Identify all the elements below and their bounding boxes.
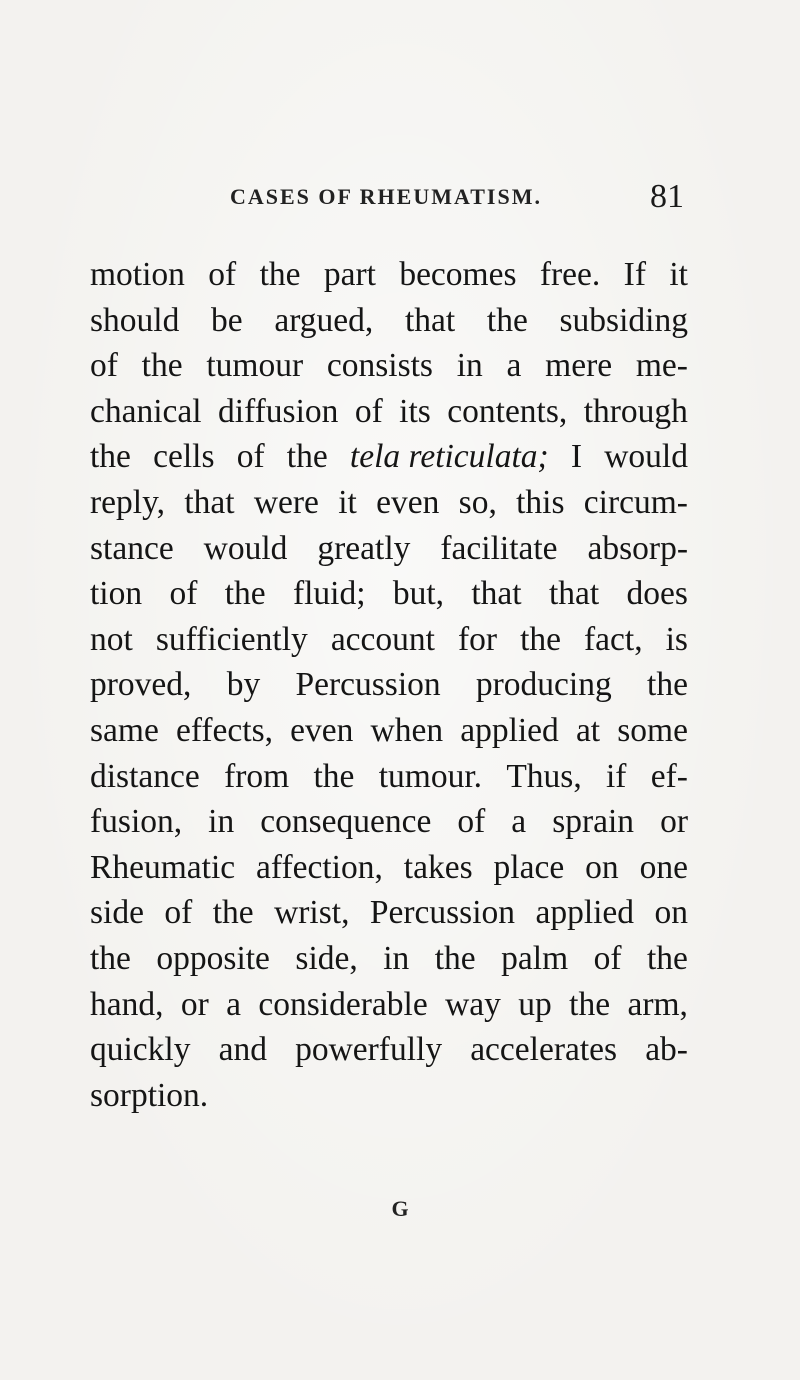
word: fusion, [90, 803, 183, 841]
word: chanical [90, 392, 202, 430]
signature-mark: G [391, 1196, 409, 1221]
word: that [184, 483, 235, 521]
word: by [226, 666, 261, 704]
word: tion [90, 575, 143, 613]
word: in [208, 803, 235, 841]
word: reply, [90, 483, 166, 521]
text-line [90, 480, 688, 526]
word: same [90, 711, 159, 749]
word: hand, [90, 985, 164, 1023]
word: a [511, 803, 527, 841]
word: the [434, 939, 476, 977]
word: quickly [90, 1031, 191, 1069]
word: circum- [583, 483, 688, 521]
word: part [323, 256, 376, 293]
word: diffusion [218, 392, 339, 430]
word: even [290, 711, 354, 749]
word: If [623, 256, 646, 293]
word: is [665, 620, 688, 658]
word: affection, [256, 848, 383, 886]
word: or [180, 985, 209, 1023]
word: sprain [552, 803, 635, 841]
word: I [570, 438, 583, 476]
word: accelerates [470, 1031, 618, 1069]
running-head: CASES OF RHEUMATISM. [230, 184, 542, 209]
word: the [224, 575, 266, 613]
word: applied [460, 711, 559, 749]
word: sufficiently [155, 620, 308, 658]
text-line [90, 434, 688, 480]
word: effects, [175, 711, 274, 749]
text-line [90, 389, 688, 435]
word: subsiding [559, 301, 688, 339]
word: should [90, 301, 180, 339]
text-line [90, 617, 688, 663]
word: the [141, 347, 183, 385]
word: consists [326, 347, 433, 385]
word: when [370, 711, 444, 749]
word: applied [535, 894, 635, 932]
text-line [90, 982, 688, 1028]
word: for [458, 620, 498, 658]
word: the [486, 301, 528, 339]
word: of [457, 803, 486, 841]
word: not [90, 620, 133, 658]
word: tumour [206, 347, 304, 385]
word: opposite [156, 939, 270, 977]
word: wrist, [274, 894, 350, 932]
word: that [471, 575, 522, 613]
word: that [548, 575, 600, 613]
word: the [646, 939, 688, 977]
word: sorption. [90, 1076, 209, 1114]
word: stance [90, 529, 174, 567]
word: would [604, 438, 688, 476]
word: producing [475, 666, 612, 704]
word: from [224, 757, 290, 795]
word: of [164, 894, 193, 932]
word: the [90, 939, 131, 977]
word: becomes [399, 256, 517, 293]
word: Percussion [369, 894, 516, 932]
word: some [617, 711, 688, 749]
word: tumour. [378, 757, 483, 795]
text-line [90, 343, 688, 389]
word: on [585, 848, 619, 886]
word: way [445, 985, 501, 1023]
word: it [338, 483, 357, 521]
word: but, [392, 575, 445, 613]
word: in [456, 347, 483, 385]
word: the [90, 438, 131, 476]
word: of [169, 575, 198, 613]
body-text [90, 252, 688, 1118]
text-line [90, 799, 688, 845]
text-line [90, 662, 688, 708]
word: palm [501, 939, 569, 977]
word: in [383, 939, 410, 977]
word: so, [458, 483, 497, 521]
word: fact, [584, 620, 643, 658]
word: facilitate [440, 529, 558, 567]
word: the [647, 666, 688, 704]
word: even [376, 483, 440, 521]
word: contents, [447, 392, 568, 430]
word: Thus, [506, 757, 582, 795]
word: the [259, 256, 301, 293]
word: cells [153, 438, 215, 476]
text-line [90, 936, 688, 982]
word: or [660, 803, 688, 841]
word: tela reticulata; [349, 438, 549, 476]
word: if [606, 757, 627, 795]
word: on [654, 894, 688, 932]
word: ef- [650, 757, 688, 795]
text-line [90, 708, 688, 754]
word: greatly [317, 529, 411, 567]
word: be [211, 301, 243, 339]
text-line [90, 890, 688, 936]
word: argued, [274, 301, 374, 339]
word: ab- [645, 1031, 688, 1069]
word: me- [635, 347, 688, 385]
word: mere [545, 347, 613, 385]
text-line [90, 754, 688, 800]
word: absorp- [587, 529, 688, 567]
word: through [583, 392, 688, 430]
text-line [90, 845, 688, 891]
word: distance [90, 757, 200, 795]
word: of [236, 438, 265, 476]
word: arm, [627, 985, 688, 1023]
word: motion [90, 256, 185, 293]
word: a [506, 347, 522, 385]
text-line [90, 526, 688, 572]
word: the [569, 985, 611, 1023]
word: it [669, 256, 688, 293]
word: of [90, 347, 118, 385]
word: of [593, 939, 622, 977]
word: proved, [90, 666, 192, 704]
word: powerfully [295, 1031, 443, 1069]
word: the [286, 438, 328, 476]
word: account [330, 620, 435, 658]
text-line [90, 298, 688, 344]
word: the [212, 894, 254, 932]
word: its [399, 392, 431, 430]
word: consequence [260, 803, 432, 841]
text-line [90, 252, 688, 298]
word: a [226, 985, 242, 1023]
page-number: 81 [650, 178, 684, 215]
word: that [404, 301, 456, 339]
word: would [203, 529, 288, 567]
word: were [253, 483, 319, 521]
word: free. [539, 256, 601, 293]
word: the [520, 620, 562, 658]
word: considerable [258, 985, 428, 1023]
word: one [639, 848, 688, 886]
word: Rheumatic [90, 848, 236, 886]
word: of [354, 392, 383, 430]
word: does [626, 575, 688, 613]
word: up [518, 985, 552, 1023]
word: fluid; [292, 575, 366, 613]
word: side [90, 894, 144, 932]
text-line [90, 1073, 688, 1119]
word: this [516, 483, 565, 521]
word: takes [403, 848, 473, 886]
text-line [90, 1027, 688, 1073]
word: at [575, 711, 601, 749]
word: Percussion [295, 666, 441, 704]
word: the [313, 757, 355, 795]
text-line [90, 571, 688, 617]
word: side, [295, 939, 358, 977]
page-header [92, 178, 688, 218]
word: and [218, 1031, 267, 1069]
word: of [208, 256, 237, 293]
word: place [493, 848, 565, 886]
